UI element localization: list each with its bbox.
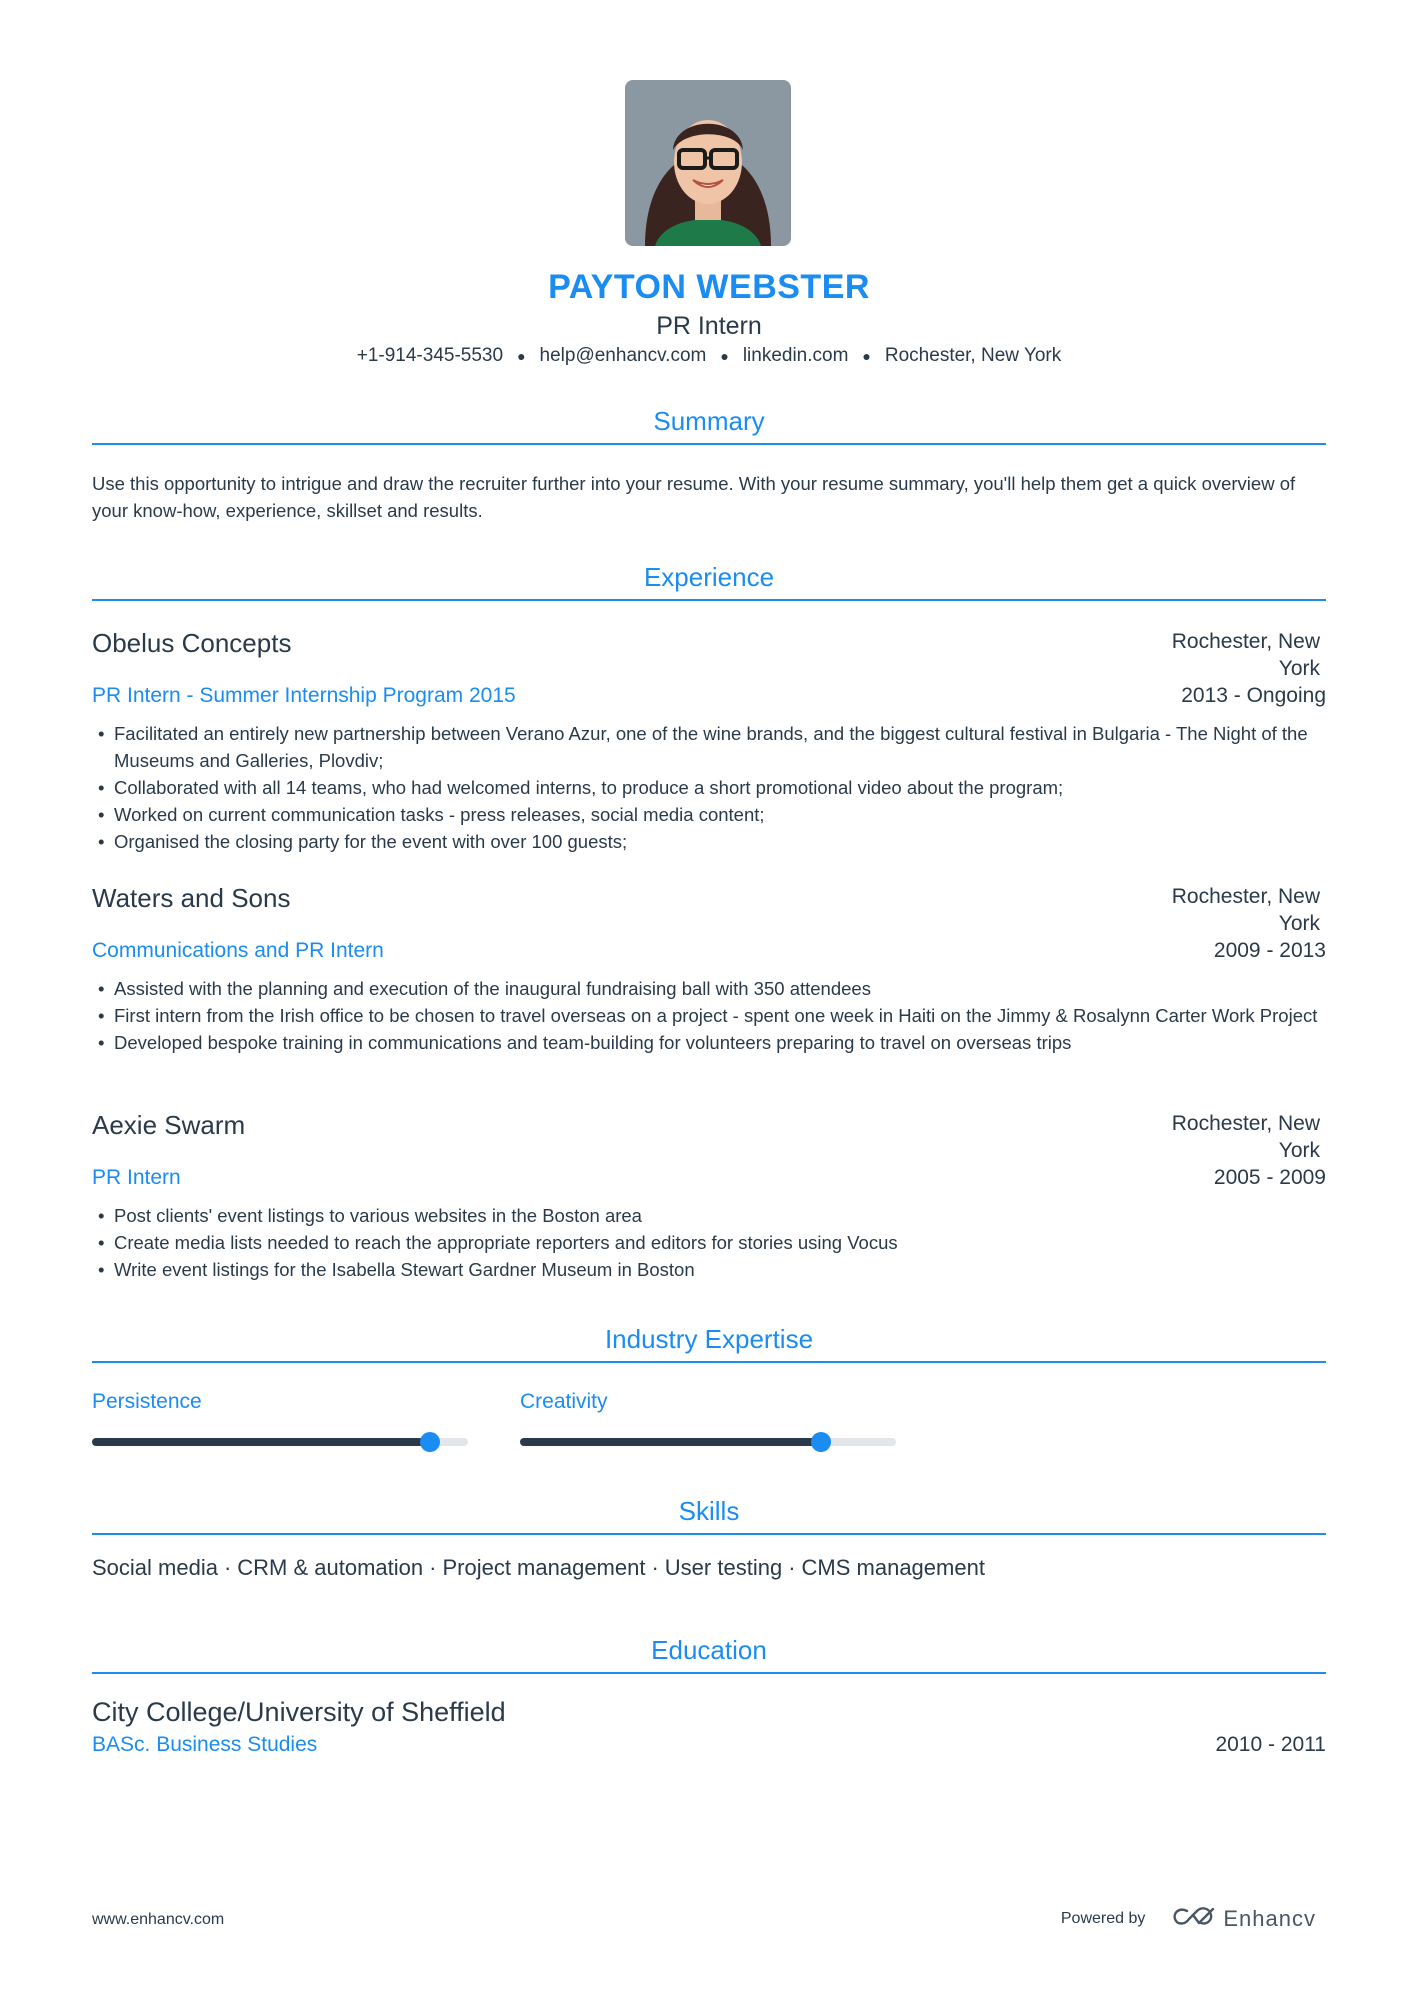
separator-dot: ● <box>862 347 871 364</box>
list-item: • Developed bespoke training in communications and team-building for volunteers preparing to travel on overseas trips <box>92 1029 1326 1056</box>
candidate-name: PAYTON WEBSTER <box>548 268 870 306</box>
section-heading: Experience <box>643 562 775 592</box>
skill-item: Project management <box>442 1555 646 1580</box>
education-dates: 2010 - 2011 <box>1215 1733 1326 1756</box>
section-divider <box>92 1533 1326 1535</box>
expertise-bar-track <box>92 1438 468 1446</box>
company-name: Obelus Concepts <box>92 628 292 658</box>
skill-separator: · <box>788 1555 796 1580</box>
expertise-bar-fill <box>520 1438 821 1446</box>
enhancv-logo-icon <box>1171 1905 1217 1934</box>
degree: BASc. Business Studies <box>92 1733 318 1756</box>
skill-separator: · <box>651 1555 659 1580</box>
job-dates: 2005 - 2009 <box>1213 1166 1326 1189</box>
list-item: • Write event listings for the Isabella Stewart Gardner Museum in Boston <box>92 1256 1326 1283</box>
separator-dot: ● <box>517 347 526 364</box>
section-divider <box>92 443 1326 445</box>
expertise-label: Creativity <box>520 1390 608 1413</box>
section-divider <box>92 1672 1326 1674</box>
job-location <box>1120 883 1320 937</box>
job-location-line: York <box>1278 657 1320 680</box>
expertise-bar-fill <box>92 1438 430 1446</box>
list-item: • First intern from the Irish office to be chosen to travel overseas on a project - spent one week in Haiti on the Jimmy & Rosalynn Carter Work Project <box>92 1002 1326 1029</box>
job-location-line: Rochester, New <box>1171 630 1320 653</box>
location: Rochester, New York <box>884 345 1062 366</box>
skill-separator: · <box>223 1555 232 1580</box>
skill-item: Social media <box>92 1555 218 1580</box>
separator-dot: ● <box>720 347 729 364</box>
company-name: Waters and Sons <box>92 883 291 913</box>
skill-item: CRM & automation <box>237 1555 424 1580</box>
expertise-section <box>92 1320 1326 1363</box>
summary-text: Use this opportunity to intrigue and draw the recruiter further into your resume. With your resume summary, you'll help them get a quick overview of your know-how, experience, skillset and results. <box>92 473 1296 521</box>
company-name: Aexie Swarm <box>92 1110 246 1140</box>
linkedin-link[interactable]: linkedin.com <box>742 345 849 366</box>
job-dates: 2013 - Ongoing <box>1181 684 1326 707</box>
section-heading: Industry Expertise <box>604 1324 814 1354</box>
list-item: • Worked on current communication tasks - press releases, social media content; <box>92 801 1326 828</box>
job-location <box>1120 628 1320 682</box>
job-location-line: York <box>1278 912 1320 935</box>
school-name: City College/University of Sheffield <box>92 1697 506 1727</box>
job-location-line: York <box>1278 1139 1320 1162</box>
expertise-bar-knob <box>811 1432 831 1452</box>
job-location <box>1120 1110 1320 1164</box>
job-role: Communications and PR Intern <box>92 939 384 962</box>
footer-branding <box>1061 1902 1316 1936</box>
skill-separator: · <box>429 1555 437 1580</box>
job-dates: 2009 - 2013 <box>1213 939 1326 962</box>
job-bullets <box>92 720 1326 855</box>
section-heading: Education <box>651 1635 767 1665</box>
expertise-bar-knob <box>420 1432 440 1452</box>
job-location-line: Rochester, New <box>1171 1112 1320 1135</box>
profile-photo <box>625 80 791 246</box>
job-bullets <box>92 1202 1326 1283</box>
list-item: • Organised the closing party for the event with over 100 guests; <box>92 828 1326 855</box>
summary-section <box>92 402 1326 445</box>
section-heading: Summary <box>653 406 765 436</box>
contact-line <box>92 345 1326 367</box>
list-item: • Create media lists needed to reach the appropriate reporters and editors for stories using Vocus <box>92 1229 1326 1256</box>
section-divider <box>92 599 1326 601</box>
skill-item: CMS management <box>801 1555 985 1580</box>
phone: +1-914-345-5530 <box>356 345 504 366</box>
skill-item: User testing <box>664 1555 783 1580</box>
candidate-title: PR Intern <box>656 312 762 340</box>
email[interactable]: help@enhancv.com <box>539 345 707 366</box>
resume-page <box>92 0 1326 1995</box>
list-item: • Assisted with the planning and execution of the inaugural fundraising ball with 350 attendees <box>92 975 1326 1002</box>
section-divider <box>92 1361 1326 1363</box>
job-role: PR Intern - Summer Internship Program 2015 <box>92 684 516 707</box>
footer-website[interactable]: www.enhancv.com <box>92 1911 225 1928</box>
list-item: • Collaborated with all 14 teams, who had welcomed interns, to produce a short promotional video about the program; <box>92 774 1326 801</box>
expertise-label: Persistence <box>92 1390 202 1413</box>
education-section <box>92 1631 1326 1674</box>
list-item: • Facilitated an entirely new partnership between Verano Azur, one of the wine brands, and the biggest cultural festival in Bulgaria - The Night of the Museums and Galleries, Plovdiv; <box>92 720 1326 774</box>
experience-section <box>92 558 1326 601</box>
section-heading: Skills <box>678 1496 740 1526</box>
brand-name[interactable]: Enhancv <box>1223 1906 1316 1931</box>
job-bullets <box>92 975 1326 1056</box>
skills-list <box>92 1555 985 1581</box>
expertise-item <box>92 1390 468 1414</box>
job-role: PR Intern <box>92 1166 181 1189</box>
job-location-line: Rochester, New <box>1171 885 1320 908</box>
expertise-item <box>520 1390 896 1414</box>
expertise-bar-track <box>520 1438 896 1446</box>
list-item: • Post clients' event listings to various websites in the Boston area <box>92 1202 1326 1229</box>
powered-by-label: Powered by <box>1060 1910 1146 1927</box>
skills-section <box>92 1492 1326 1535</box>
